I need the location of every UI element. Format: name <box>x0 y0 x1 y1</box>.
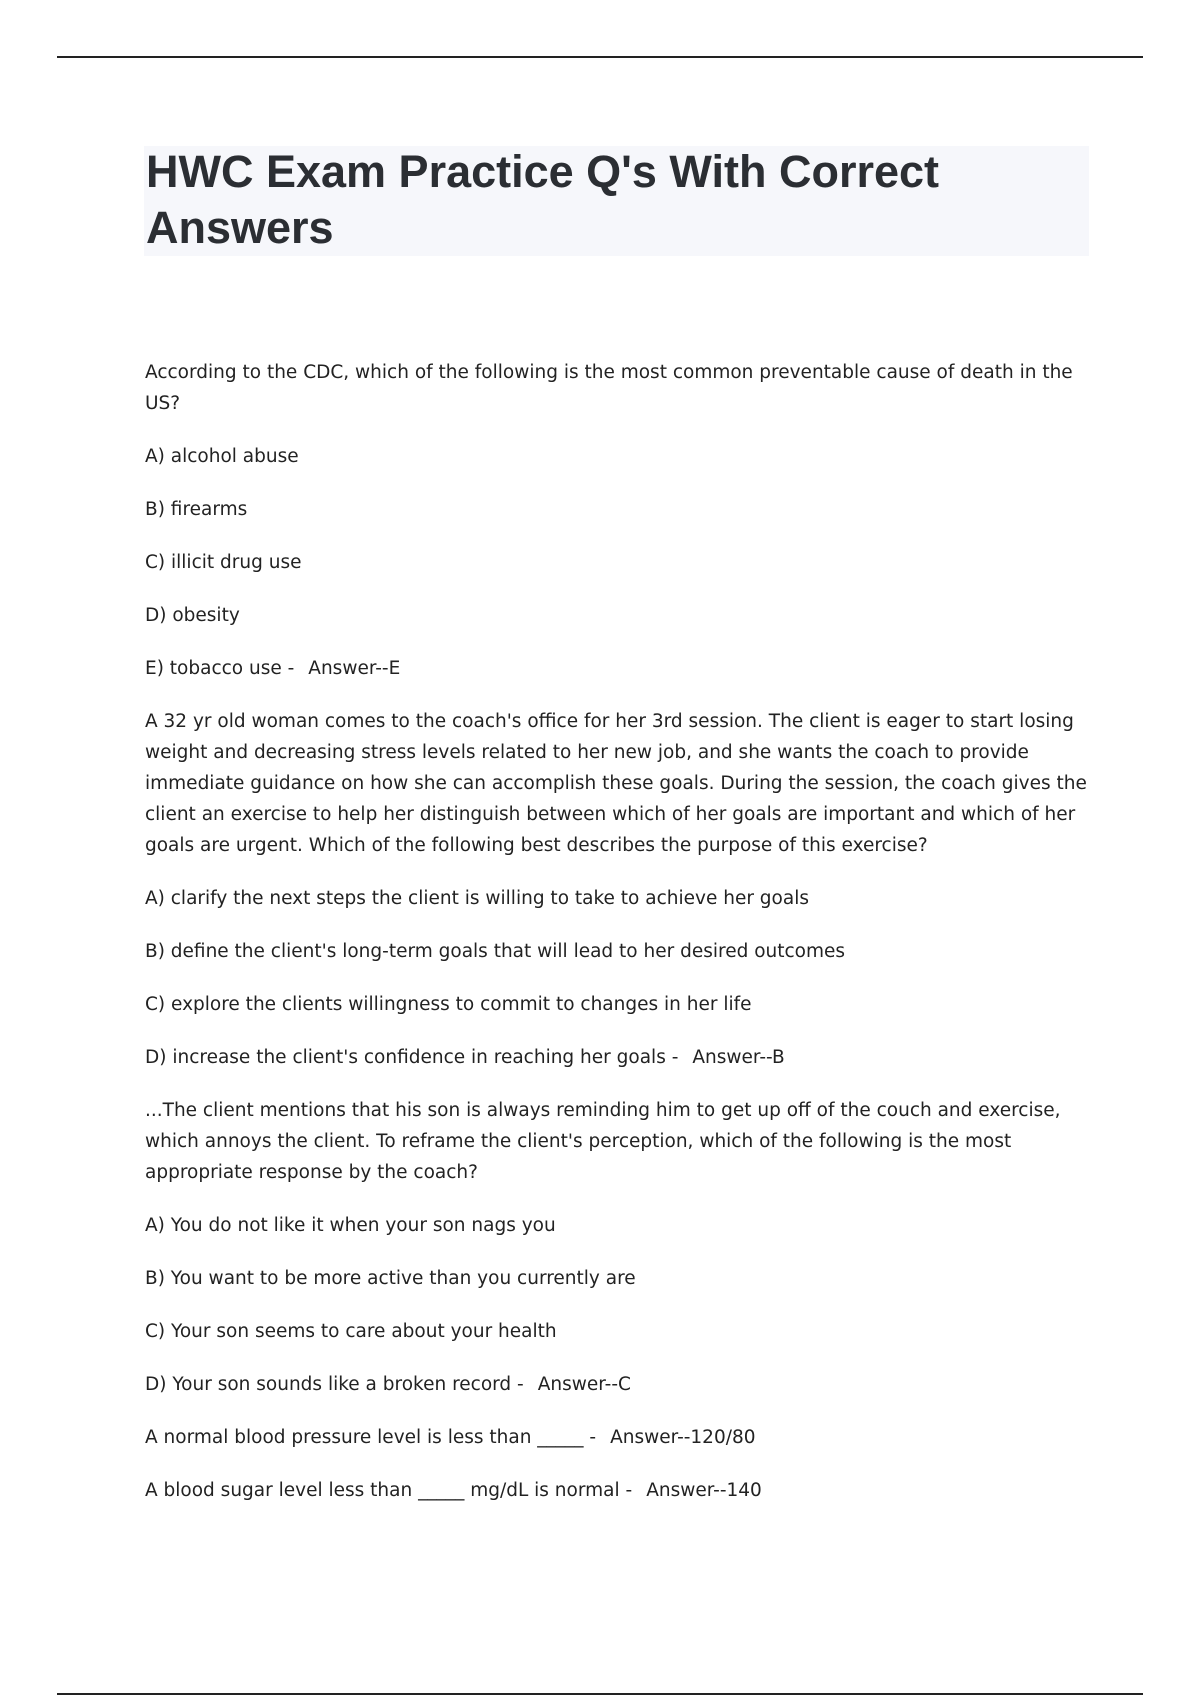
answer-option: C) explore the clients willingness to commit to changes in her life <box>145 994 752 1015</box>
answer-option: E) tobacco use - <box>145 658 295 679</box>
document-title: HWC Exam Practice Q's With Correct Answers <box>146 146 940 253</box>
answer-option: C) illicit drug use <box>145 552 302 573</box>
top-rule <box>57 56 1143 58</box>
question-line <box>145 1475 1095 1506</box>
answer-option: C) Your son seems to care about your health <box>145 1321 557 1342</box>
question-stem: A 32 yr old woman comes to the coach's office for her 3rd session. The client is eager to start losing weight and decreasing stress levels related to her new job, and she wants the coach to provide immediate guidance on how she can accomplish these goals. During the session, the coach gives the client an exercise to help her distinguish between which of her goals are important and which of her goals are urgent. Which of the following best describes the purpose of this exercise? <box>145 711 1087 856</box>
question-stem: According to the CDC, which of the following is the most common preventable cause of death in the US? <box>145 362 1073 414</box>
answer-option: B) define the client's long-term goals that will lead to her desired outcomes <box>145 941 846 962</box>
answer-option: D) increase the client's confidence in reaching her goals - <box>145 1047 679 1068</box>
bottom-rule <box>57 1693 1143 1695</box>
correct-answer: Answer--B <box>692 1047 785 1068</box>
answer-option-final <box>145 1369 1095 1400</box>
answer-option: A) You do not like it when your son nags you <box>145 1215 556 1236</box>
answer-option: B) firearms <box>145 499 248 520</box>
correct-answer: Answer--120/80 <box>610 1427 756 1448</box>
answer-option: A) alcohol abuse <box>145 446 299 467</box>
answer-option: D) obesity <box>145 605 240 626</box>
questions-content <box>145 357 1095 1528</box>
answer-option: A) clarify the next steps the client is willing to take to achieve her goals <box>145 888 809 909</box>
correct-answer: Answer--E <box>308 658 401 679</box>
answer-option: D) Your son sounds like a broken record - <box>145 1374 524 1395</box>
answer-option-final <box>145 653 1095 684</box>
correct-answer: Answer--C <box>537 1374 631 1395</box>
answer-option: B) You want to be more active than you currently are <box>145 1268 636 1289</box>
correct-answer: Answer--140 <box>646 1480 762 1501</box>
question-stem: A blood sugar level less than _____ mg/dL is normal - <box>145 1480 633 1501</box>
answer-option-final <box>145 1042 1095 1073</box>
question-line <box>145 1422 1095 1453</box>
question-stem: ...The client mentions that his son is always reminding him to get up off of the couch and exercise, which annoys the client. To reframe the client's perception, which of the following is the most appropriate response by the coach? <box>145 1100 1061 1183</box>
question-stem: A normal blood pressure level is less than _____ - <box>145 1427 597 1448</box>
